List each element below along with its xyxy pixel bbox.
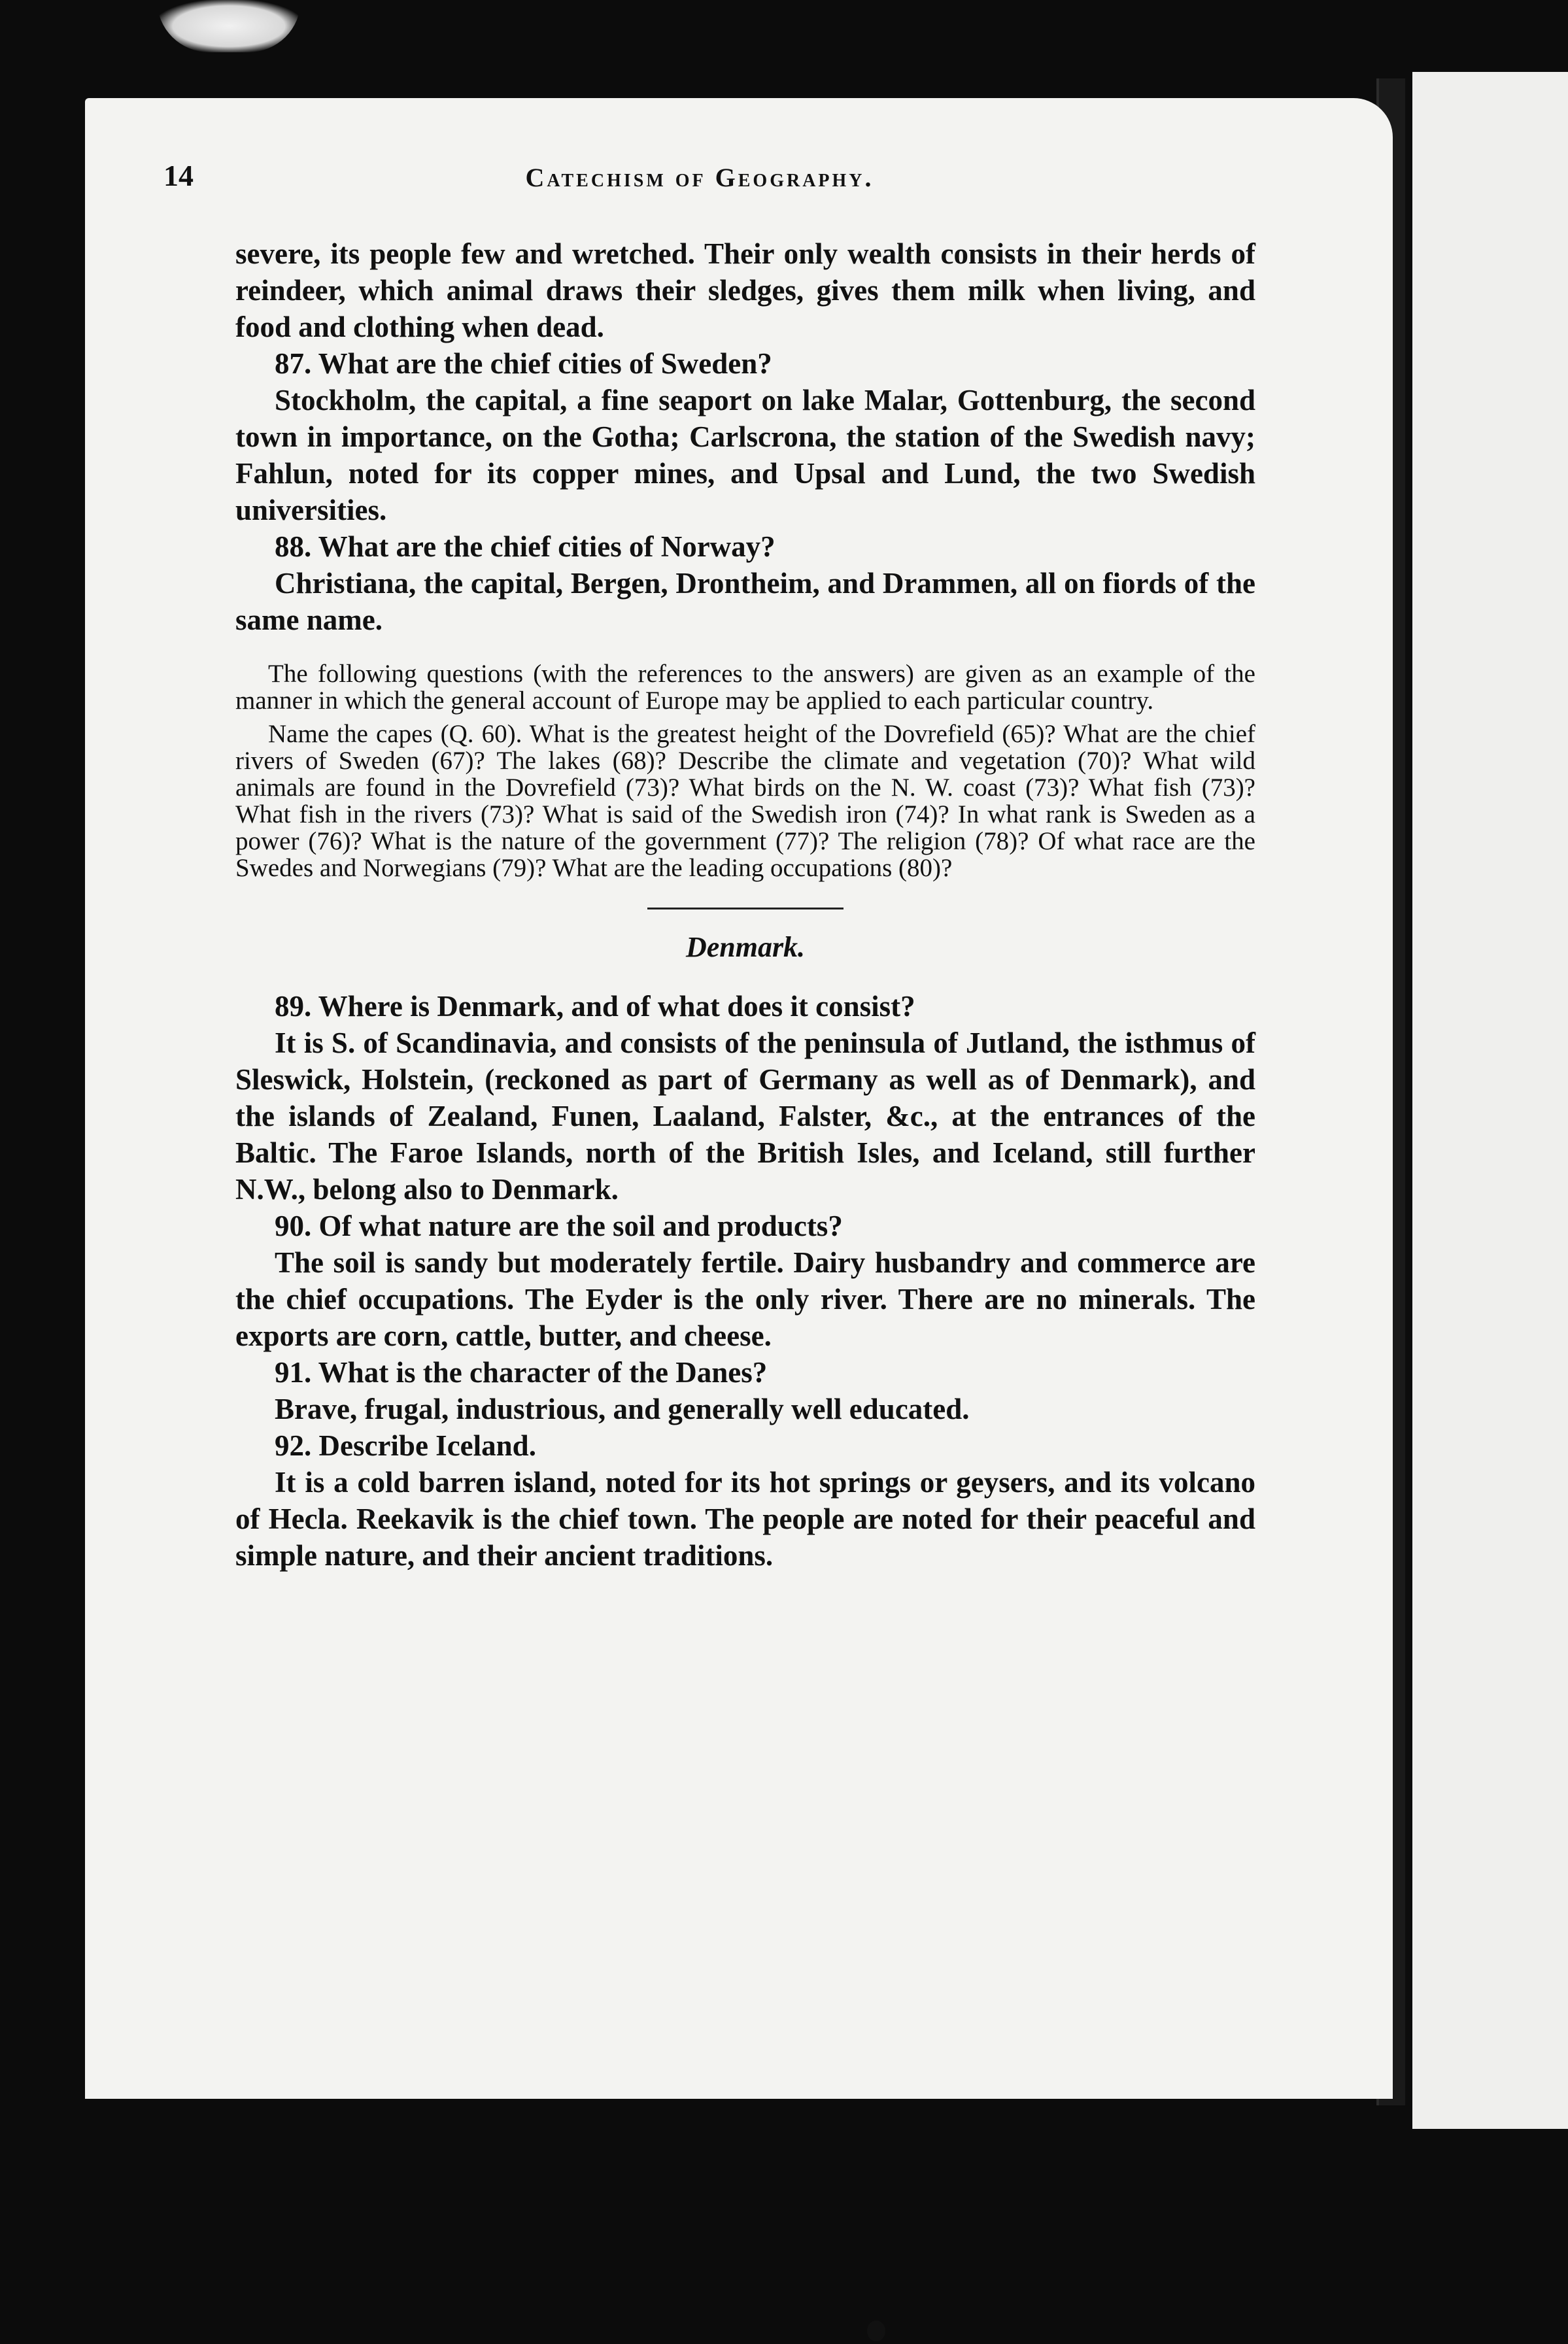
question-87: 87. What are the chief cities of Sweden? [275, 347, 772, 380]
answer-92: It is a cold barren island, noted for its hot springs or geysers, and its volcano of Hecla. Reekavik is the chief town. The people are noted for their peaceful and simple nature, and their ancient traditions. [235, 1466, 1255, 1572]
question-90: 90. Of what nature are the soil and products? [275, 1210, 843, 1242]
page-damage-blot [157, 0, 301, 52]
answer-88: Christiana, the capital, Bergen, Drontheim, and Drammen, all on fiords of the same name. [235, 567, 1255, 636]
answer-91: Brave, frugal, industrious, and generally well educated. [275, 1393, 970, 1425]
answer-87: Stockholm, the capital, a fine seaport on lake Malar, Gottenburg, the second town in importance, on the Gotha; Carlscrona, the station of the Swedish navy; Fahlun, noted for its copper mines, and Upsal and Lund, the two Swedish universities. [235, 384, 1255, 526]
question-88: 88. What are the chief cities of Norway? [275, 530, 775, 563]
page-body [235, 235, 1255, 1574]
answer-90: The soil is sandy but moderately fertile. Dairy husbandry and commerce are the chief occupations. The Eyder is the only river. There are no minerals. The exports are corn, cattle, butter, and cheese. [235, 1246, 1255, 1352]
ink-spot-icon [863, 2318, 889, 2344]
note-intro: The following questions (with the references to the answers) are given as an example of the manner in which the general account of Europe may be applied to each particular country. [235, 660, 1255, 715]
study-note [235, 660, 1255, 881]
answer-89: It is S. of Scandinavia, and consists of the peninsula of Jutland, the isthmus of Sleswick, Holstein, (reckoned as part of Germany as well as of Denmark), and the islands of Zealand, Funen, Laaland, Falster, &c., at the entrances of the Baltic. The Faroe Islands, north of the British Isles, and Iceland, still further N.W., belong also to Denmark. [235, 1027, 1255, 1206]
page-number: 14 [163, 159, 194, 192]
section-divider [647, 908, 844, 909]
section-title-denmark: Denmark. [685, 931, 806, 963]
facing-page-edge [1412, 72, 1568, 2129]
running-title: Catechism of Geography. [525, 163, 874, 192]
question-91: 91. What is the character of the Danes? [275, 1356, 768, 1389]
page-header [163, 158, 1236, 204]
note-questions: Name the capes (Q. 60). What is the greatest height of the Dovrefield (65)? What are the chief rivers of Sweden (67)? The lakes (68)? Describe the climate and vegetation (70)? What wild animals are found in the Dovrefield (73)? What birds on the N. W. coast (73)? What fish (73)? What fish in the rivers (73)? What is said of the Swedish iron (74)? In what rank is Sweden as a power (76)? What is the nature of the government (77)? The religion (78)? Of what race are the Swedes and Norwegians (79)? What are the leading occupations (80)? [235, 720, 1255, 882]
question-92: 92. Describe Iceland. [275, 1429, 536, 1462]
paragraph-continuation: severe, its people few and wretched. Their only wealth consists in their herds of reindeer, which animal draws their sledges, gives them milk when living, and food and clothing when dead. [235, 237, 1255, 343]
question-89: 89. Where is Denmark, and of what does it consist? [275, 990, 915, 1023]
